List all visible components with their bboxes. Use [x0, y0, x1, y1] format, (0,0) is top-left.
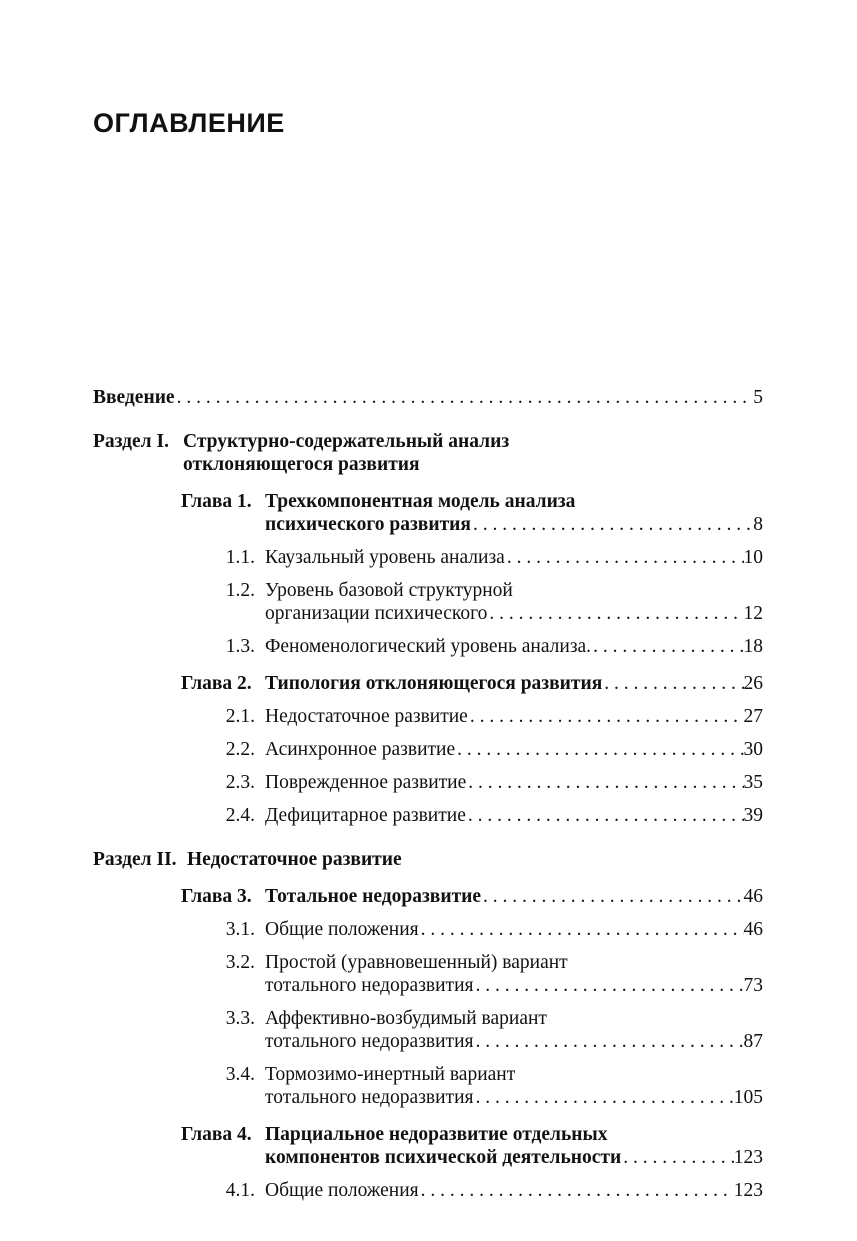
toc-entry-chapter-4[interactable]	[93, 1123, 763, 1169]
toc-entry-section[interactable]	[93, 705, 763, 728]
leader-dots	[455, 738, 743, 761]
toc-entry-section[interactable]	[93, 771, 763, 794]
toc-entry-chapter-2[interactable]	[93, 672, 763, 695]
leader-dots	[487, 602, 743, 625]
chapter-label: Глава 4.	[181, 1124, 252, 1145]
section-title: Недостаточное развитие	[265, 706, 468, 727]
toc-entry-section[interactable]	[93, 804, 763, 827]
page-number: 10	[743, 547, 763, 568]
section-number: 1.1.	[225, 547, 255, 568]
leader-dots	[473, 974, 743, 997]
toc-entry-title: Введение	[93, 387, 175, 408]
chapter-title-line: Парциальное недоразвитие отдельных	[265, 1124, 608, 1145]
toc-entry-chapter-3[interactable]	[93, 885, 763, 908]
leader-dots	[419, 918, 744, 941]
page-number: 18	[743, 636, 763, 657]
toc-entry-chapter-1[interactable]	[93, 490, 763, 536]
leader-dots	[175, 386, 754, 409]
section-title-line: тотального недоразвития	[265, 1087, 474, 1108]
leader-dots	[471, 513, 753, 536]
page-number: 46	[743, 886, 763, 907]
part-title: Недостаточное развитие	[187, 849, 402, 870]
leader-dots	[481, 885, 743, 908]
chapter-label: Глава 1.	[181, 491, 252, 512]
section-number: 2.2.	[225, 739, 255, 760]
section-number: 4.1.	[225, 1180, 255, 1201]
section-number: 2.4.	[225, 805, 255, 826]
page-number: 26	[743, 673, 763, 694]
page-number: 87	[743, 1031, 763, 1052]
chapter-title-line: психического развития	[265, 514, 471, 535]
section-number: 3.4.	[225, 1064, 255, 1085]
chapter-title-line: Трехкомпонентная модель анализа	[265, 491, 576, 512]
toc-entry-section[interactable]	[93, 579, 763, 625]
toc-entry-section[interactable]	[93, 1063, 763, 1109]
chapter-title: Тотальное недоразвитие	[265, 886, 482, 907]
section-title: Поврежденное развитие	[265, 772, 467, 793]
section-title-line: тотального недоразвития	[265, 1031, 474, 1052]
leader-dots	[468, 705, 744, 728]
section-title-line: Уровень базовой структурной	[265, 580, 513, 601]
section-title: Каузальный уровень анализа	[265, 547, 505, 568]
section-number: 3.3.	[225, 1008, 255, 1029]
part-heading-1	[93, 430, 763, 476]
toc-entry-section[interactable]	[93, 1179, 763, 1202]
page-number: 5	[753, 387, 763, 408]
page-number: 27	[743, 706, 763, 727]
chapter-title: Типология отклоняющегося развития	[265, 673, 603, 694]
toc-entry-section[interactable]	[93, 951, 763, 997]
section-number: 2.1.	[225, 706, 255, 727]
chapter-label: Глава 2.	[181, 673, 252, 694]
table-of-contents	[93, 386, 763, 1202]
leader-dots	[466, 771, 743, 794]
section-title: Дефицитарное развитие	[265, 805, 466, 826]
section-title: Асинхронное развитие	[265, 739, 456, 760]
page-number: 39	[743, 805, 763, 826]
leader-dots	[505, 546, 744, 569]
toc-entry-section[interactable]	[93, 546, 763, 569]
page-number: 123	[733, 1180, 763, 1201]
section-title-line: тотального недоразвития	[265, 975, 474, 996]
section-title-line: Простой (уравновешенный) вариант	[265, 952, 568, 973]
page-number: 73	[743, 975, 763, 996]
section-title: Общие положения	[265, 919, 419, 940]
section-number: 1.2.	[225, 580, 255, 601]
leader-dots	[602, 672, 743, 695]
leader-dots	[621, 1146, 734, 1169]
leader-dots	[419, 1179, 734, 1202]
section-title: Общие положения	[265, 1180, 419, 1201]
page-number: 123	[733, 1147, 763, 1168]
toc-entry-section[interactable]	[93, 1007, 763, 1053]
page-title: ОГЛАВЛЕНИЕ	[93, 108, 285, 138]
toc-entry-intro[interactable]	[93, 386, 763, 409]
leader-dots	[466, 804, 744, 827]
section-number: 2.3.	[225, 772, 255, 793]
part-title-line: отклоняющегося развития	[183, 454, 420, 475]
page-number: 12	[743, 603, 763, 624]
leader-dots	[473, 1086, 733, 1109]
section-title: Феноменологический уровень анализа.	[265, 636, 592, 657]
page-number: 35	[743, 772, 763, 793]
page-number: 46	[743, 919, 763, 940]
toc-entry-section[interactable]	[93, 635, 763, 658]
part-title-line: Структурно-содержательный анализ	[183, 431, 510, 452]
toc-entry-section[interactable]	[93, 738, 763, 761]
leader-dots	[473, 1030, 743, 1053]
part-label: Раздел II.	[93, 849, 177, 870]
part-heading-2	[93, 848, 763, 871]
part-label: Раздел I.	[93, 431, 169, 452]
section-number: 3.1.	[225, 919, 255, 940]
section-title-line: Тормозимо-инертный вариант	[265, 1064, 516, 1085]
section-number: 3.2.	[225, 952, 255, 973]
page-number: 30	[743, 739, 763, 760]
section-number: 1.3.	[225, 636, 255, 657]
section-title-line: организации психического	[265, 603, 488, 624]
chapter-title-line: компонентов психической деятельности	[265, 1147, 622, 1168]
leader-dots	[591, 635, 743, 658]
chapter-label: Глава 3.	[181, 886, 252, 907]
page-number: 8	[753, 514, 763, 535]
toc-entry-section[interactable]	[93, 918, 763, 941]
section-title-line: Аффективно-возбудимый вариант	[265, 1008, 547, 1029]
page-number: 105	[733, 1087, 763, 1108]
